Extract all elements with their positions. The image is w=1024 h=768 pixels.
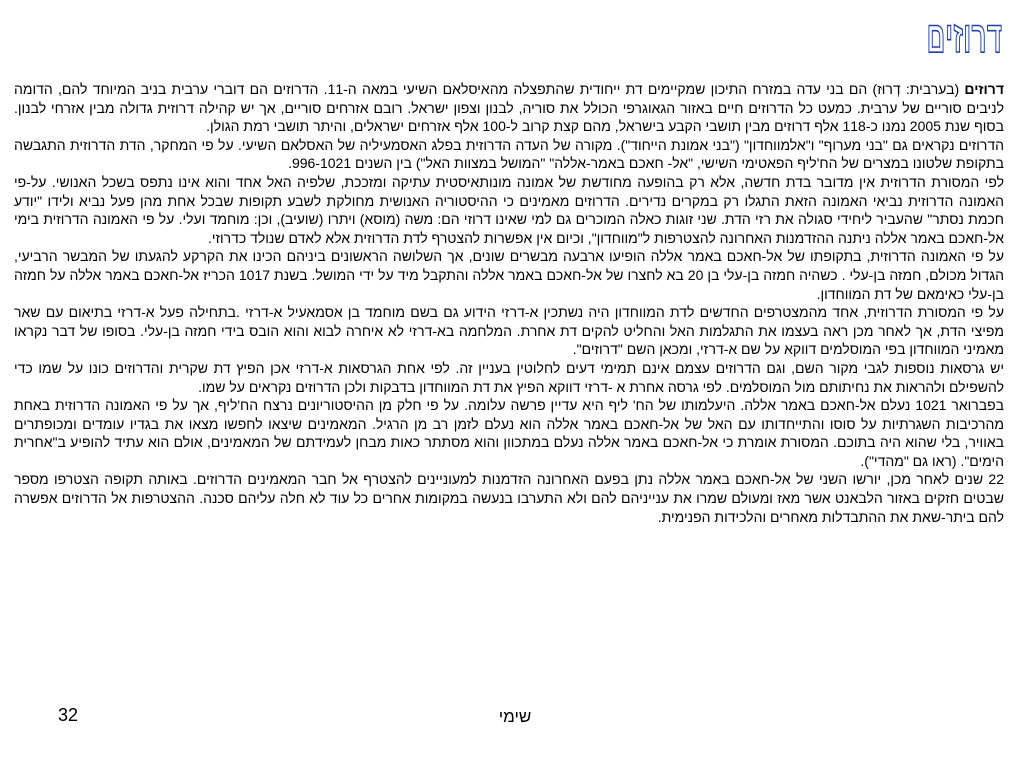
paragraph-4 — [14, 247, 1004, 303]
paragraph-1 — [14, 80, 1004, 136]
paragraph-6 — [14, 359, 1004, 396]
paragraph-7 — [14, 396, 1004, 470]
paragraph-5 — [14, 303, 1004, 359]
paragraph-5-text: על פי המסורת הדרוזית, אחד מהמצטרפים החדשים לדת המווחדון היה נשתכין א-דרזי הידוע גם בשם מוחמד בן אסמאעיל א-דרזי .בתחילה פעל א-דרזי בתיאום עם שאר מפיצי הדת, אך לאחר מכן ראה בעצמו את התגלמות האל והחליט להקים דת אחרת. המלחמה בא-דרזי לא איחרה לבוא והוא הובס בידי חמזה בן-עלי. בסופו של דבר נקראו מאמיני המווחדון בפי המוסלמים דווקא על שם א-דרזי, ומכאן השם "דרוזים". — [14, 304, 1004, 358]
paragraph-3 — [14, 173, 1004, 247]
paragraph-2 — [14, 136, 1004, 173]
page-number: 32 — [58, 705, 79, 725]
slide-title: דרוזים — [926, 13, 1002, 62]
paragraph-1-lead: דרוזים — [964, 81, 1004, 97]
paragraph-7-text: בפברואר 1021 נעלם אל-חאכם באמר אללה. היעלמותו של הח' ליף היא עדיין פרשה עלומה. על פי חלק מן ההיסטוריונים נרצח הח'ליף, אך על פי האמונה הדרוזית באחת מהרכיבות השגרתיות על סוסו והתייחדותו עם האל של אל-חאכם באמר אללה הוא נעלם לזמן רב מן הרגיל. המאמינים שיצאו לחפשו מצאו את בגדיו עומדים ומכופתרים באוויר, בלי שהוא היה בתוכם. המסורת אומרת כי אל-חאכם באמר אללה נעלם במתכוון והוא מסתתר כאות מבחן לעמידתם של המאמינים, אולם הוא עתיד להופיע ב"אחרית הימים". (ראו גם "מהדי"). — [14, 397, 1005, 469]
paragraph-8-text: 22 שנים לאחר מכן, יורשו השני של אל-חאכם באמר אללה נתן בפעם האחרונה הזדמנות למעוניינים להצטרף אל חבר המאמינים הדרוזים. באותה תקופה הצטרפו מספר שבטים חזקים באזור הלבאנט אשר מאז ומעולם שמרו את ענייניהם להם ולא התערבו בנעשה במקומות אחרים כל עוד לא חלה עליהם סכנה. ההצטרפות אל הדרוזים אפשרה להם ביתר-שאת את ההתבדלות מאחרים והלכידות הפנימית. — [14, 471, 1004, 525]
paragraph-1-text: (בערבית: דְרוּז) הם בני עדה במזרח התיכון שמקיימים דת ייחודית שהתפצלה מהאיסלאם השיעי במאה ה-11. הדרוזים הם דוברי ערבית בניב המיוחד להם, הדומה לניבים סוריים של ערבית. כמעט כל הדרוזים חיים באזור הגאוגרפי הכולל את סוריה, לבנון וצפון ישראל. רובם אזרחים סוריים, אך יש קהילה דרוזית גדולה מבין אזרחי לבנון. בסוף שנת 2005 נמנו כ-118 אלף דרוזים מבין תושבי הקבע בישראל, מהם קצת קרוב ל-100 אלף אזרחים ישראלים, והיתר תושבי רמת הגולן. — [14, 81, 1004, 135]
footer-label: שימי — [498, 707, 532, 726]
paragraph-6-text: יש גרסאות נוספות לגבי מקור השם, וגם הדרוזים עצמם אינם תמימי דעים לחלוטין בעניין זה. לפי אחת הגרסאות א-דרזי אכן הפיץ דת שקרית והדרוזים כונו על שמו כדי להשפילם ולהראות את נחיתותם מול המוסלמים. לפי גרסה אחרת א -דרזי דווקא הפיץ את דת המווחדון בדבקות ולכן הדרוזים נקראים על שמו. — [14, 359, 1004, 395]
paragraph-3-text: לפי המסורת הדרוזית אין מדובר בדת חדשה, אלא רק בהופעה מחודשת של אמונה מונותאיסטית עתיקה ומזככת, שלפיה האל אחד והוא אינו נתפס בשכל האנושי. על-פי האמונה הדרוזית נביאי האמונה הזאת התגלו רק במקרים נדירים. הדרוזים מאמינים כי ההיסטוריה האנושית מחולקת לשבע תקופות שבכל אחת מהן פעל נביא ולידו "יודע חכמת נסתר" שהעביר ליחידי סגולה את רזי הדת. שני זוגות כאלה המוכרים גם למי שאינו דרוזי הם: משה (מוסא) ויתרו (שועיב), וכן: מוחמד ועלי. על פי האמונה הדרוזית בימי אל-חאכם באמר אללה ניתנה ההזדמנות האחרונה להצטרפות ל"מווחדון", וכיום אין אפשרות להצטרף לדת הדרוזית אלא לאדם שנולד כדרוזי. — [14, 173, 1004, 246]
body-text — [14, 80, 1004, 526]
paragraph-8 — [14, 470, 1004, 526]
paragraph-2-text: הדרוזים נקראים גם "בני מערוף" ו"אלמווחדון" ("בני אמונת הייחוד"). מקורה של העדה הדרוזית בפלג האסמעיליה של האסלאם השיעי. על פי המחקר, הדת הדרוזית התגבשה בתקופת שלטונו במצרים של הח'ליף הפאטימי השישי, "אל- חאכם באמר-אללה" "המושל במצוות האל") בין השנים 996-1021. — [14, 136, 1004, 172]
paragraph-4-text: על פי האמונה הדרוזית, בתקופתו של אל-חאכם באמר אללה הופיעו ארבעה מבשרים שונים, אך השלושה הראשונים ביניהם הכינו את הקרקע להגעתו של המבשר הרביעי, הגדול מכולם, חמזה בן-עלי . כשהיה חמזה בן-עלי בן 20 בא לחצרו של אל-חאכם באמר אללה והתקבל מיד על ידי המושל. בשנת 1017 הכריז אל-חאכם באמר אללה על חמזה בן-עלי כאימאם של דת המווחדון. — [14, 248, 1005, 302]
